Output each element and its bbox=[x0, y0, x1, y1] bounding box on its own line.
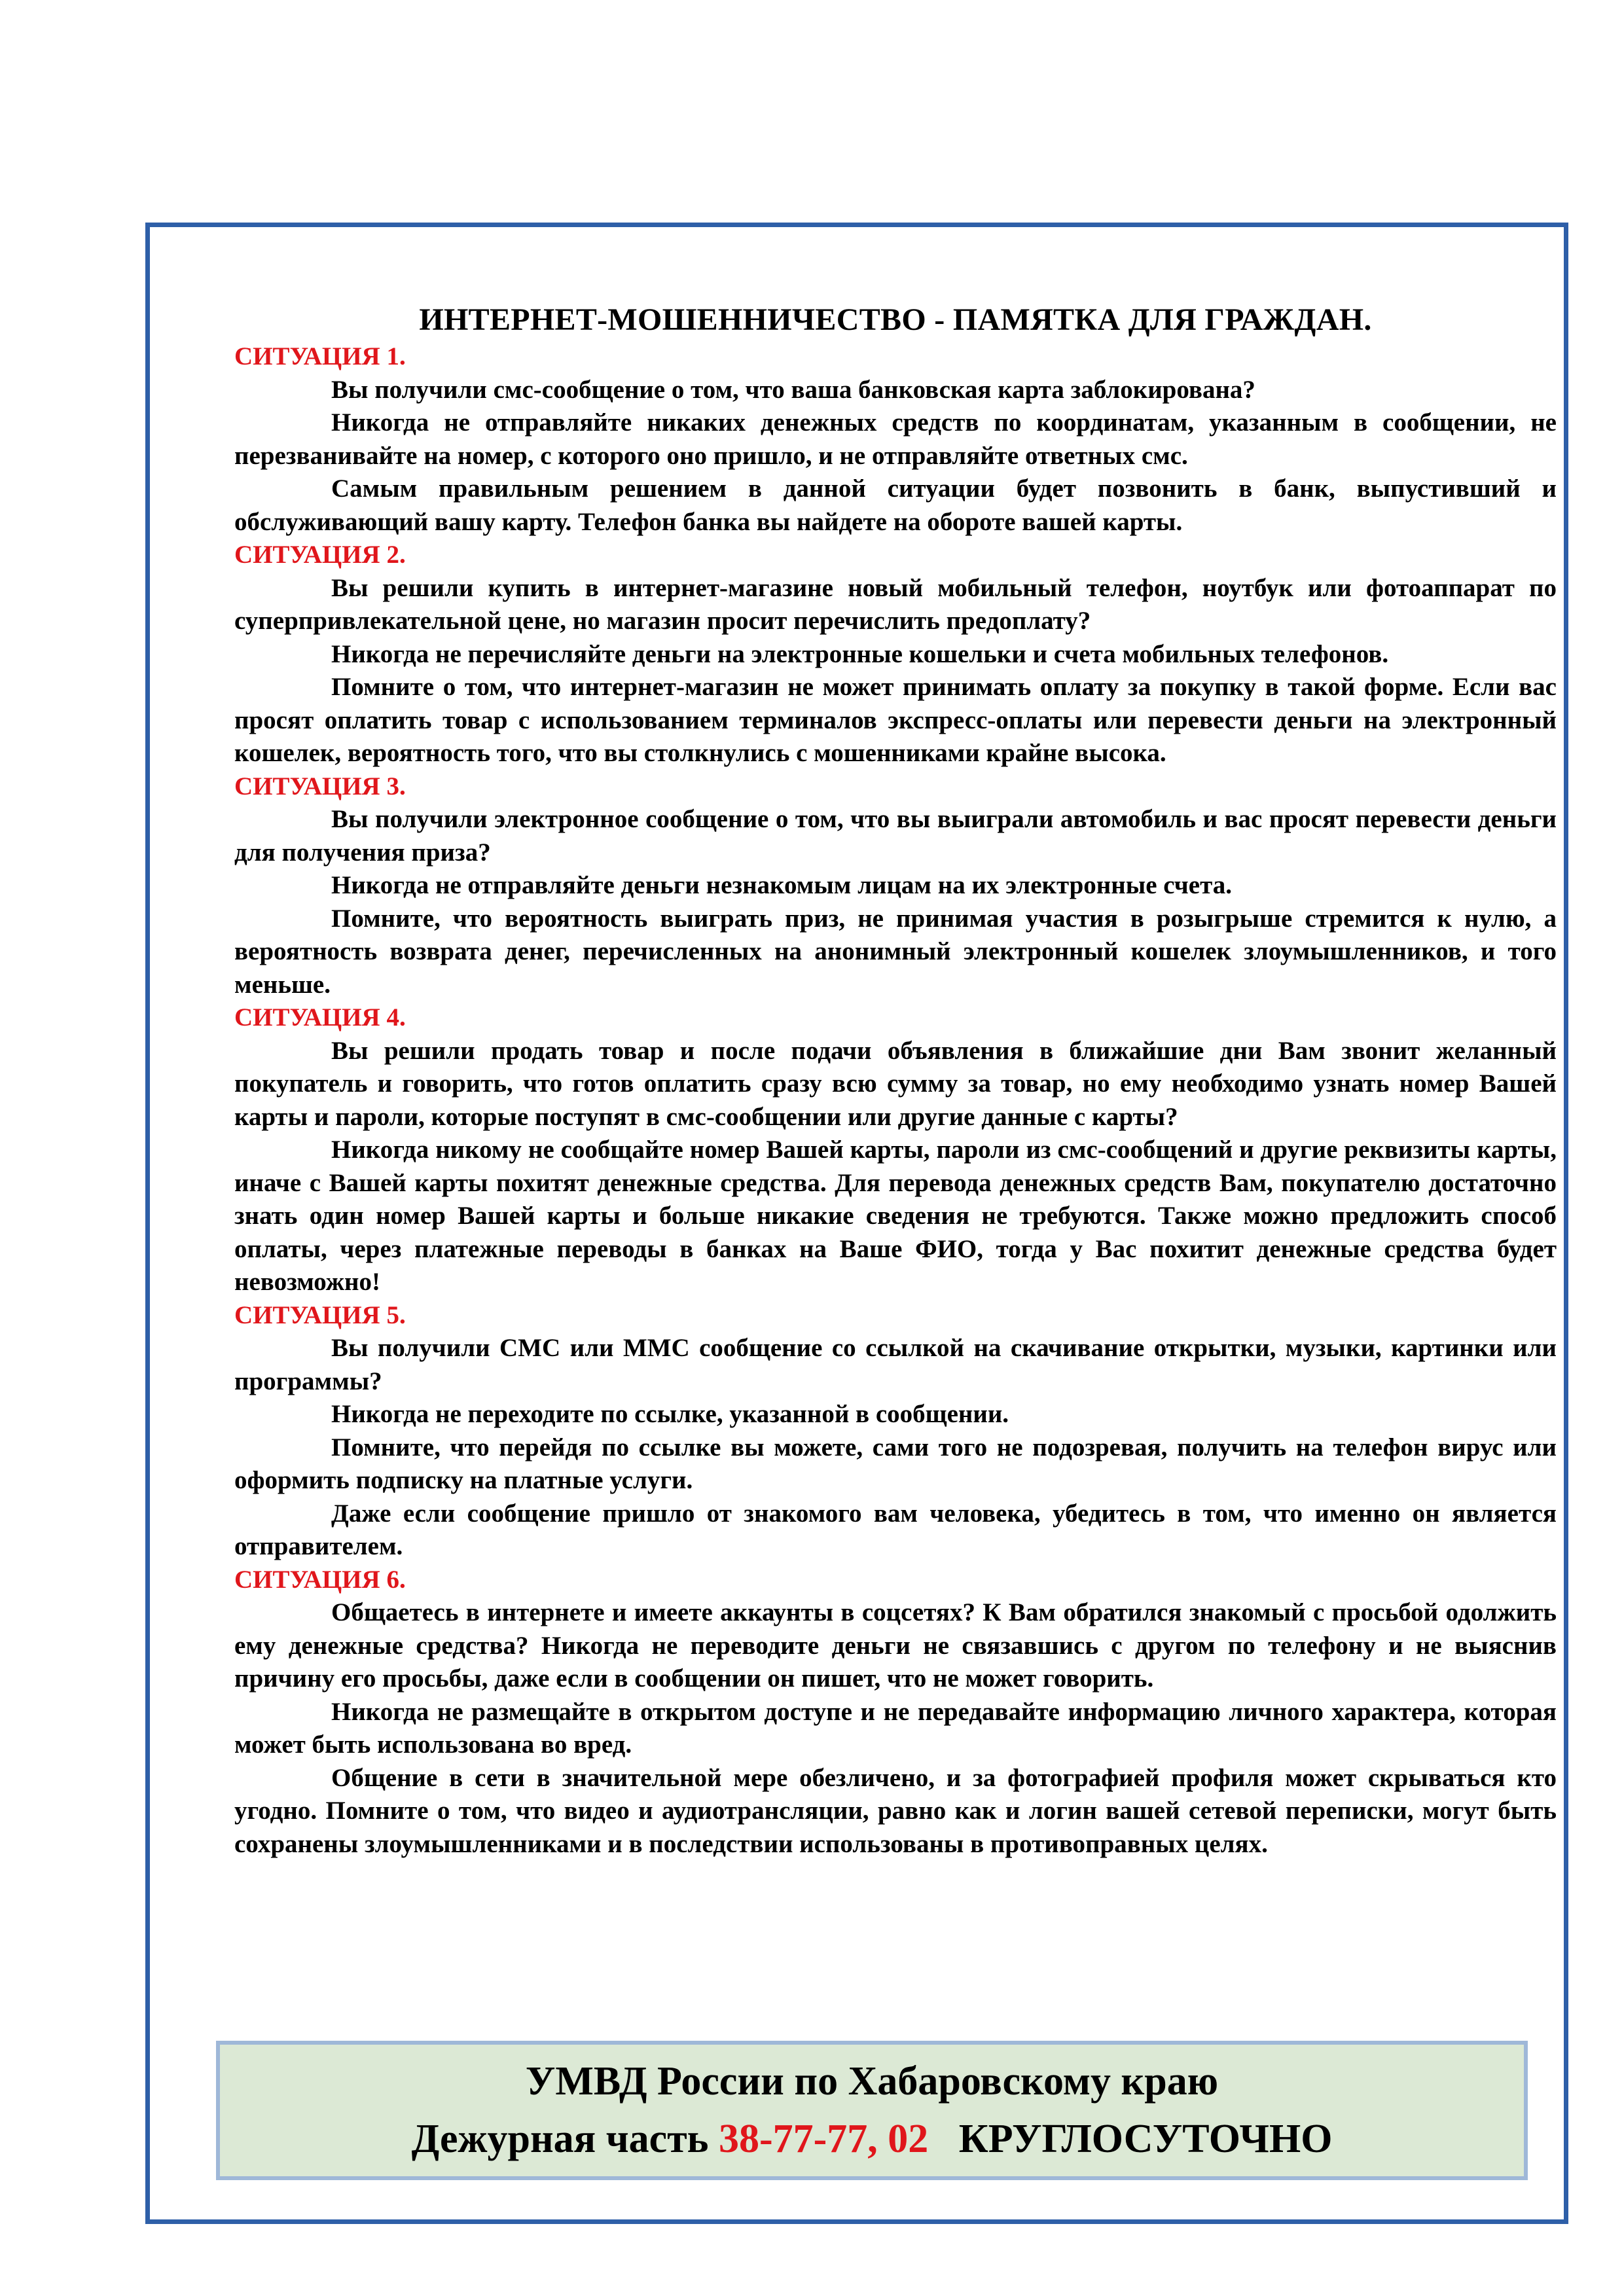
situation-paragraph: Никогда не отправляйте деньги незнакомым лицам на их электронные счета. bbox=[331, 871, 1232, 899]
situation-heading: СИТУАЦИЯ 3. bbox=[234, 772, 406, 800]
situation-1 bbox=[234, 340, 1557, 539]
situation-4 bbox=[234, 1001, 1557, 1299]
situation-heading: СИТУАЦИЯ 6. bbox=[234, 1565, 406, 1594]
situation-paragraph: Помните, что перейдя по ссылке вы можете, сами того не подозревая, получить на телефон вирус или оформить подписку на платные услуги. bbox=[234, 1433, 1557, 1494]
situation-paragraph: Никогда не перечисляйте деньги на электронные кошельки и счета мобильных телефонов. bbox=[331, 639, 1389, 668]
situation-paragraph: Никогда никому не сообщайте номер Вашей карты, пароли из смс-сообщений и другие реквизиты карты, иначе с Вашей карты похитят денежные средства. Для перевода денежных средств Вам, покупателю достаточно знать один номер Вашей карты и больше никакие сведения не требуются. Также можно предложить способ оплаты, через платежные переводы в банках на Ваше ФИО, тогда у Вас похитит денежные средства будет невозможно! bbox=[234, 1136, 1557, 1296]
footer-organization: УМВД России по Хабаровскому краю bbox=[525, 2059, 1219, 2104]
situation-heading: СИТУАЦИЯ 2. bbox=[234, 541, 406, 569]
situation-paragraph: Никогда не размещайте в открытом доступе и не передавайте информацию личного характера, которая может быть использована во вред. bbox=[234, 1697, 1557, 1759]
contact-footer bbox=[216, 2041, 1528, 2180]
situation-heading: СИТУАЦИЯ 1. bbox=[234, 342, 406, 370]
situation-paragraph: Общаетесь в интернете и имеете аккаунты в соцсетях? К Вам обратился знакомый с просьбой одолжить ему денежные средства? Никогда не переводите деньги не связавшись с другом по телефону и не выяснив причину его просьбы, даже если в сообщении он пишет, что не может говорить. bbox=[234, 1598, 1557, 1693]
situation-paragraph: Вы получили электронное сообщение о том, что вы выиграли автомобиль и вас просят перевести деньги для получения приза? bbox=[234, 805, 1557, 867]
memo-content bbox=[234, 302, 1557, 1861]
situation-paragraph: Вы решили купить в интернет-магазине новый мобильный телефон, ноутбук или фотоаппарат по суперпривлекательной цене, но магазин просит перечислить предоплату? bbox=[234, 573, 1557, 635]
situation-paragraph: Даже если сообщение пришло от знакомого вам человека, убедитесь в том, что именно он является отправителем. bbox=[234, 1499, 1557, 1560]
footer-label: Дежурная часть bbox=[411, 2117, 719, 2161]
situation-heading: СИТУАЦИЯ 5. bbox=[234, 1300, 406, 1329]
footer-phone-line bbox=[220, 2110, 1524, 2168]
situation-paragraph: Никогда не переходите по ссылке, указанной в сообщении. bbox=[331, 1400, 1009, 1428]
situation-paragraph: Вы получили СМС или ММС сообщение со ссылкой на скачивание открытки, музыки, картинки или программы? bbox=[234, 1334, 1557, 1395]
situation-paragraph: Общение в сети в значительной мере обезличено, и за фотографией профиля может скрываться кто угодно. Помните о том, что видео и аудиотрансляции, равно как и логин вашей сетевой переписки, могут быть сохранены злоумышленниками и в последствии использованы в противоправных целях. bbox=[234, 1763, 1557, 1858]
situation-2 bbox=[234, 539, 1557, 770]
page-title: ИНТЕРНЕТ-МОШЕННИЧЕСТВО - ПАМЯТКА ДЛЯ ГРАЖДАН. bbox=[419, 302, 1372, 337]
situation-paragraph: Самым правильным решением в данной ситуации будет позвонить в банк, выпустивший и обслуживающий вашу карту. Телефон банка вы найдете на обороте вашей карты. bbox=[234, 475, 1557, 536]
situation-paragraph: Вы решили продать товар и после подачи объявления в ближайшие дни Вам звонит желанный покупатель и говорить, что готов оплатить сразу всю сумму за товар, но ему необходимо узнать номер Вашей карты и пароли, которые поступят в смс-сообщении или другие данные с карты? bbox=[234, 1036, 1557, 1131]
situation-6 bbox=[234, 1564, 1557, 1861]
footer-phone-numbers: 38-77-77, 02 bbox=[718, 2117, 929, 2161]
situation-paragraph: Помните, что вероятность выиграть приз, не принимая участия в розыгрыше стремится к нулю, а вероятность возврата денег, перечисленных на анонимный электронный кошелек злоумышленников, и того меньше. bbox=[234, 904, 1557, 999]
situation-heading: СИТУАЦИЯ 4. bbox=[234, 1003, 406, 1031]
situation-5 bbox=[234, 1299, 1557, 1564]
situation-paragraph: Помните о том, что интернет-магазин не может принимать оплату за покупку в такой форме. Если вас просят оплатить товар с использованием терминалов экспресс-оплаты или перевести деньги на электронный кошелек, вероятность того, что вы столкнулись с мошенниками крайне высока. bbox=[234, 673, 1557, 767]
situation-paragraph: Вы получили смс-сообщение о том, что ваша банковская карта заблокирована? bbox=[331, 375, 1255, 404]
situation-3 bbox=[234, 770, 1557, 1002]
situation-paragraph: Никогда не отправляйте никаких денежных средств по координатам, указанным в сообщении, не перезванивайте на номер, с которого оно пришло, и не отправляйте ответных смс. bbox=[234, 408, 1557, 470]
footer-hours: КРУГЛОСУТОЧНО bbox=[928, 2117, 1333, 2161]
